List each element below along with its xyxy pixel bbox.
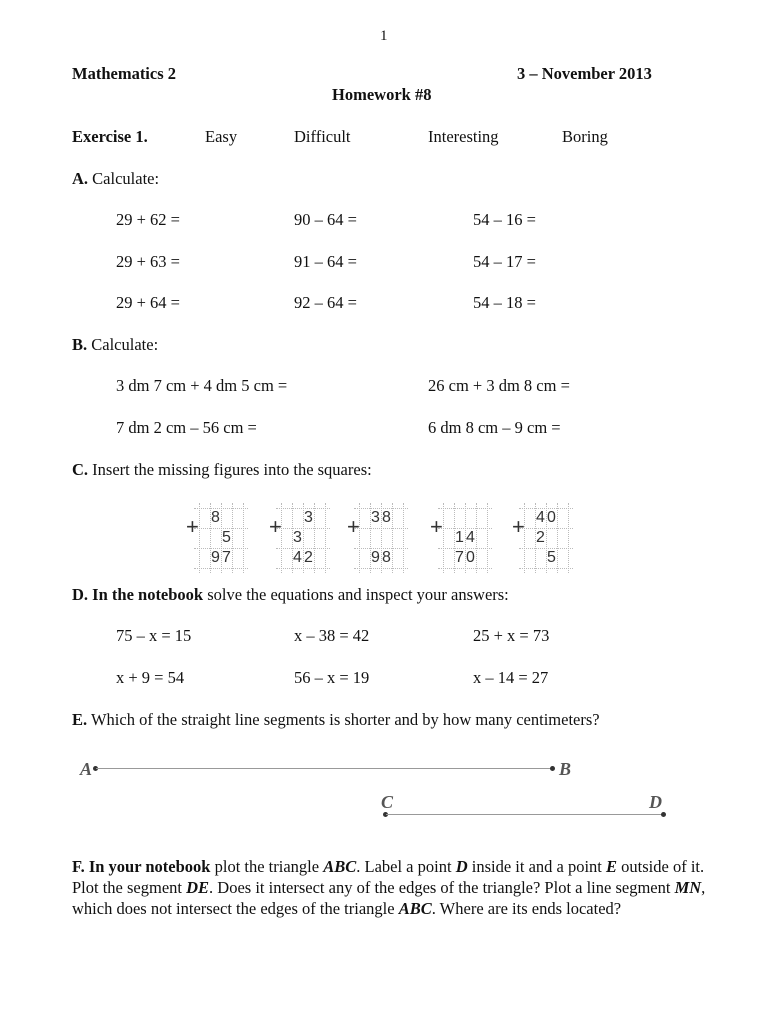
section-a-text: Calculate:	[92, 169, 160, 188]
subject-title: Mathematics 2	[72, 64, 177, 83]
page-number: 1	[380, 28, 388, 44]
digit: 3	[304, 509, 313, 526]
digit-grid	[199, 508, 243, 568]
grid-line	[438, 568, 492, 569]
section-f-text: . Label a point	[356, 857, 456, 876]
section-f-text: plot the triangle	[210, 857, 324, 876]
grid-line	[325, 503, 326, 573]
blank-square[interactable]	[381, 528, 392, 548]
digit-grid	[281, 508, 325, 568]
plus-sign: +	[512, 514, 525, 539]
equation: x – 38 = 42	[294, 626, 370, 645]
section-f-text: . Does it intersect any of the edges of the triangle? Plot a line segment	[209, 878, 675, 897]
blank-square[interactable]	[199, 528, 210, 548]
section-e-heading	[72, 712, 600, 729]
homework-title: Homework #8	[332, 85, 432, 104]
digit: 2	[536, 529, 545, 546]
section-e-text: Which of the straight line segments is shorter and by how many centimeters?	[90, 710, 600, 729]
grid-line	[568, 503, 569, 573]
point-d	[661, 812, 666, 817]
blank-square[interactable]	[476, 548, 487, 568]
section-b-heading	[72, 337, 158, 354]
point-a-label: A	[80, 759, 93, 779]
rating-interesting: Interesting	[428, 127, 499, 146]
section-c-heading	[72, 462, 372, 479]
problem: 54 – 17 =	[473, 252, 536, 271]
blank-square[interactable]	[392, 548, 403, 568]
point-c-label: C	[381, 792, 394, 812]
section-d-bold: In the notebook	[92, 585, 204, 604]
blank-square[interactable]	[232, 508, 243, 528]
digit: 4	[536, 509, 545, 526]
digit: 0	[466, 549, 475, 566]
digit: 5	[222, 529, 231, 546]
blank-square[interactable]	[359, 508, 370, 528]
point-b	[550, 766, 555, 771]
grid-line	[487, 503, 488, 573]
digit-grid	[359, 508, 403, 568]
blank-square[interactable]	[281, 508, 292, 528]
digit: 8	[211, 509, 220, 526]
digit: 4	[293, 549, 302, 566]
blank-square[interactable]	[392, 528, 403, 548]
blank-square[interactable]	[303, 528, 314, 548]
section-f-paragraph	[72, 856, 712, 919]
blank-square[interactable]	[524, 548, 535, 568]
blank-square[interactable]	[476, 528, 487, 548]
section-d-heading	[72, 587, 509, 604]
digit: 1	[455, 529, 464, 546]
blank-square[interactable]	[210, 528, 221, 548]
section-f-letter: F.	[72, 857, 85, 876]
section-f-text: inside it and a point	[467, 857, 607, 876]
blank-square[interactable]	[454, 508, 465, 528]
digit: 9	[371, 549, 380, 566]
problem: 91 – 64 =	[294, 252, 357, 271]
blank-square[interactable]	[232, 528, 243, 548]
problem: 92 – 64 =	[294, 293, 357, 312]
grid-line	[243, 503, 244, 573]
grid-line	[276, 568, 330, 569]
problem: 54 – 16 =	[473, 210, 536, 229]
date: 3 – November 2013	[517, 64, 652, 83]
blank-square[interactable]	[465, 508, 476, 528]
blank-square[interactable]	[443, 508, 454, 528]
section-e-letter: E.	[72, 710, 88, 729]
blank-square[interactable]	[392, 508, 403, 528]
equation: 75 – x = 15	[116, 626, 192, 645]
section-a-heading	[72, 171, 159, 188]
blank-square[interactable]	[443, 548, 454, 568]
digit: 5	[547, 549, 556, 566]
blank-square[interactable]	[370, 528, 381, 548]
segment-ab	[96, 768, 552, 769]
section-a-letter: A.	[72, 169, 89, 188]
segment-cd	[386, 814, 664, 815]
blank-square[interactable]	[557, 508, 568, 528]
blank-square[interactable]	[314, 548, 325, 568]
digit: 8	[382, 549, 391, 566]
exercise-label: Exercise 1.	[72, 127, 148, 146]
digit: 3	[371, 509, 380, 526]
section-d-text: solve the equations and inspect your answers:	[203, 585, 509, 604]
point-b-label: B	[559, 759, 572, 779]
blank-square[interactable]	[281, 548, 292, 568]
plus-sign: +	[269, 514, 282, 539]
blank-square[interactable]	[292, 508, 303, 528]
triangle-name: ABC	[398, 899, 432, 918]
blank-square[interactable]	[359, 548, 370, 568]
blank-square[interactable]	[524, 508, 535, 528]
section-f-text: outside of it. Plot the segment	[72, 857, 705, 897]
segment-name: MN	[674, 878, 702, 897]
section-c-letter: C.	[72, 460, 89, 479]
blank-square[interactable]	[524, 528, 535, 548]
section-f-text: . Where are its ends located?	[431, 899, 622, 918]
problem: 54 – 18 =	[473, 293, 536, 312]
equation: 56 – x = 19	[294, 668, 370, 687]
digit: 0	[547, 509, 556, 526]
grid-line	[194, 568, 248, 569]
digit: 7	[222, 549, 231, 566]
triangle-name: ABC	[323, 857, 357, 876]
section-d-letter: D.	[72, 585, 89, 604]
digit: 8	[382, 509, 391, 526]
blank-square[interactable]	[359, 528, 370, 548]
plus-sign: +	[430, 514, 443, 539]
section-b-text: Calculate:	[91, 335, 159, 354]
blank-square[interactable]	[535, 548, 546, 568]
segment-name: DE	[186, 878, 210, 897]
problem: 90 – 64 =	[294, 210, 357, 229]
section-f-text: , which does not intersect the edges of the triangle	[72, 878, 706, 918]
grid-line	[354, 568, 408, 569]
blank-square[interactable]	[199, 548, 210, 568]
blank-square[interactable]	[557, 528, 568, 548]
point-d-label: D	[649, 792, 662, 812]
rating-boring: Boring	[562, 127, 608, 146]
plus-sign: +	[186, 514, 199, 539]
problem: 29 + 64 =	[116, 293, 180, 312]
equation: x – 14 = 27	[473, 668, 549, 687]
problem: 26 cm + 3 dm 8 cm =	[428, 376, 570, 395]
grid-line	[519, 568, 573, 569]
blank-square[interactable]	[546, 528, 557, 548]
digit: 9	[211, 549, 220, 566]
digit-grid	[524, 508, 568, 568]
rating-difficult: Difficult	[294, 127, 351, 146]
problem: 6 dm 8 cm – 9 cm =	[428, 418, 561, 437]
digit-grid	[443, 508, 487, 568]
blank-square[interactable]	[314, 508, 325, 528]
point-name: E	[606, 857, 618, 876]
digit: 2	[304, 549, 313, 566]
rating-easy: Easy	[205, 127, 238, 146]
grid-line	[403, 503, 404, 573]
section-c-text: Insert the missing figures into the squares:	[92, 460, 372, 479]
section-f-bold: In your notebook	[88, 857, 211, 876]
point-name: D	[455, 857, 468, 876]
problem: 29 + 62 =	[116, 210, 180, 229]
blank-square[interactable]	[443, 528, 454, 548]
problem: 3 dm 7 cm + 4 dm 5 cm =	[116, 376, 288, 395]
blank-square[interactable]	[557, 548, 568, 568]
digit: 3	[293, 529, 302, 546]
digit: 7	[455, 549, 464, 566]
blank-square[interactable]	[281, 528, 292, 548]
blank-square[interactable]	[314, 528, 325, 548]
digit: 4	[466, 529, 475, 546]
equation: 25 + x = 73	[473, 626, 550, 645]
blank-square[interactable]	[221, 508, 232, 528]
equation: x + 9 = 54	[116, 668, 185, 687]
problem: 29 + 63 =	[116, 252, 180, 271]
blank-square[interactable]	[232, 548, 243, 568]
section-b-letter: B.	[72, 335, 88, 354]
problem: 7 dm 2 cm – 56 cm =	[116, 418, 257, 437]
blank-square[interactable]	[199, 508, 210, 528]
plus-sign: +	[347, 514, 360, 539]
blank-square[interactable]	[476, 508, 487, 528]
